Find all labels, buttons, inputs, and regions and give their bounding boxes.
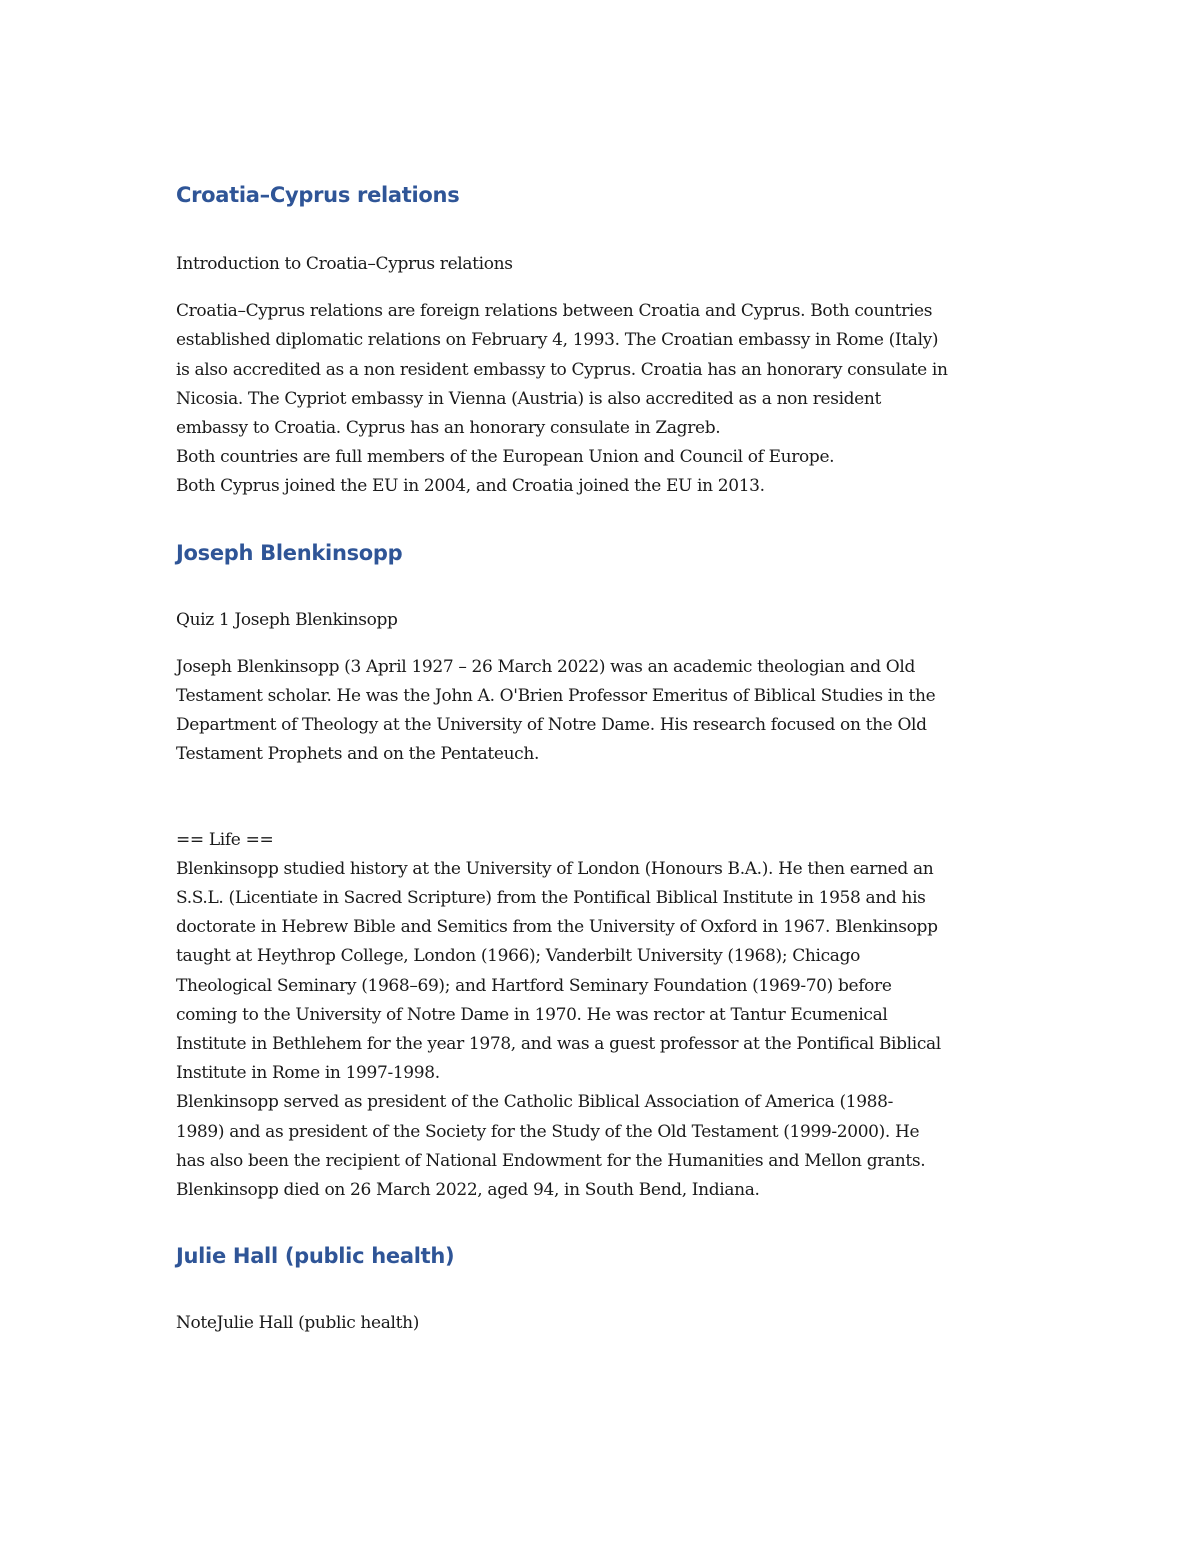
body-line: embassy to Croatia. Cyprus has an honorary consulate in Zagreb. [176, 418, 721, 439]
section-intro [176, 653, 1036, 770]
life-subheading: == Life == [176, 829, 274, 850]
section-heading-croatia-cyprus: Croatia–Cyprus relations [176, 183, 460, 207]
section-heading-julie-hall: Julie Hall (public health) [176, 1244, 455, 1269]
body-line: doctorate in Hebrew Bible and Semitics from the University of Oxford in 1967. Blenkinsopp [176, 917, 938, 938]
body-line: 1989) and as president of the Society for the Study of the Old Testament (1999-2000). He [176, 1121, 920, 1142]
body-line: Testament Prophets and on the Pentateuch. [176, 744, 540, 765]
body-line: taught at Heythrop College, London (1966); Vanderbilt University (1968); Chicago [176, 946, 860, 967]
section-subtitle: Introduction to Croatia–Cyprus relations [176, 254, 513, 274]
document-content [176, 178, 1036, 1338]
section-subtitle: NoteJulie Hall (public health) [176, 1313, 419, 1334]
body-line: Blenkinsopp studied history at the University of London (Honours B.A.). He then earned an [176, 858, 934, 879]
section-body [176, 297, 1036, 501]
body-line: Testament scholar. He was the John A. O'Brien Professor Emeritus of Biblical Studies in the [176, 686, 936, 707]
section-heading-joseph-blenkinsopp: Joseph Blenkinsopp [176, 540, 403, 565]
body-line: Institute in Bethlehem for the year 1978, and was a guest professor at the Pontifical Biblical [176, 1034, 941, 1055]
body-line: Theological Seminary (1968–69); and Hartford Seminary Foundation (1969-70) before [176, 975, 892, 996]
body-line: Department of Theology at the University of Notre Dame. His research focused on the Old [176, 715, 927, 736]
body-line: Institute in Rome in 1997-1998. [176, 1063, 440, 1084]
body-line: S.S.L. (Licentiate in Sacred Scripture) from the Pontifical Biblical Institute in 1958 and his [176, 888, 926, 909]
body-line: established diplomatic relations on February 4, 1993. The Croatian embassy in Rome (Italy) [176, 330, 939, 351]
body-line: Joseph Blenkinsopp (3 April 1927 – 26 March 2022) was an academic theologian and Old [176, 656, 915, 677]
body-line: coming to the University of Notre Dame in 1970. He was rector at Tantur Ecumenical [176, 1004, 888, 1025]
body-line: Blenkinsopp died on 26 March 2022, aged 94, in South Bend, Indiana. [176, 1180, 760, 1201]
section-subtitle: Quiz 1 Joseph Blenkinsopp [176, 609, 398, 630]
section-life [176, 826, 1036, 1206]
body-line: Both countries are full members of the European Union and Council of Europe. [176, 447, 835, 468]
body-line: is also accredited as a non resident embassy to Cyprus. Croatia has an honorary consulate in [176, 359, 948, 380]
body-line: has also been the recipient of National Endowment for the Humanities and Mellon grants. [176, 1150, 926, 1171]
body-line: Croatia–Cyprus relations are foreign relations between Croatia and Cyprus. Both countries [176, 301, 933, 322]
body-line: Nicosia. The Cypriot embassy in Vienna (Austria) is also accredited as a non resident [176, 388, 881, 409]
body-line: Both Cyprus joined the EU in 2004, and Croatia joined the EU in 2013. [176, 476, 765, 497]
body-line: Blenkinsopp served as president of the Catholic Biblical Association of America (1988- [176, 1092, 894, 1113]
